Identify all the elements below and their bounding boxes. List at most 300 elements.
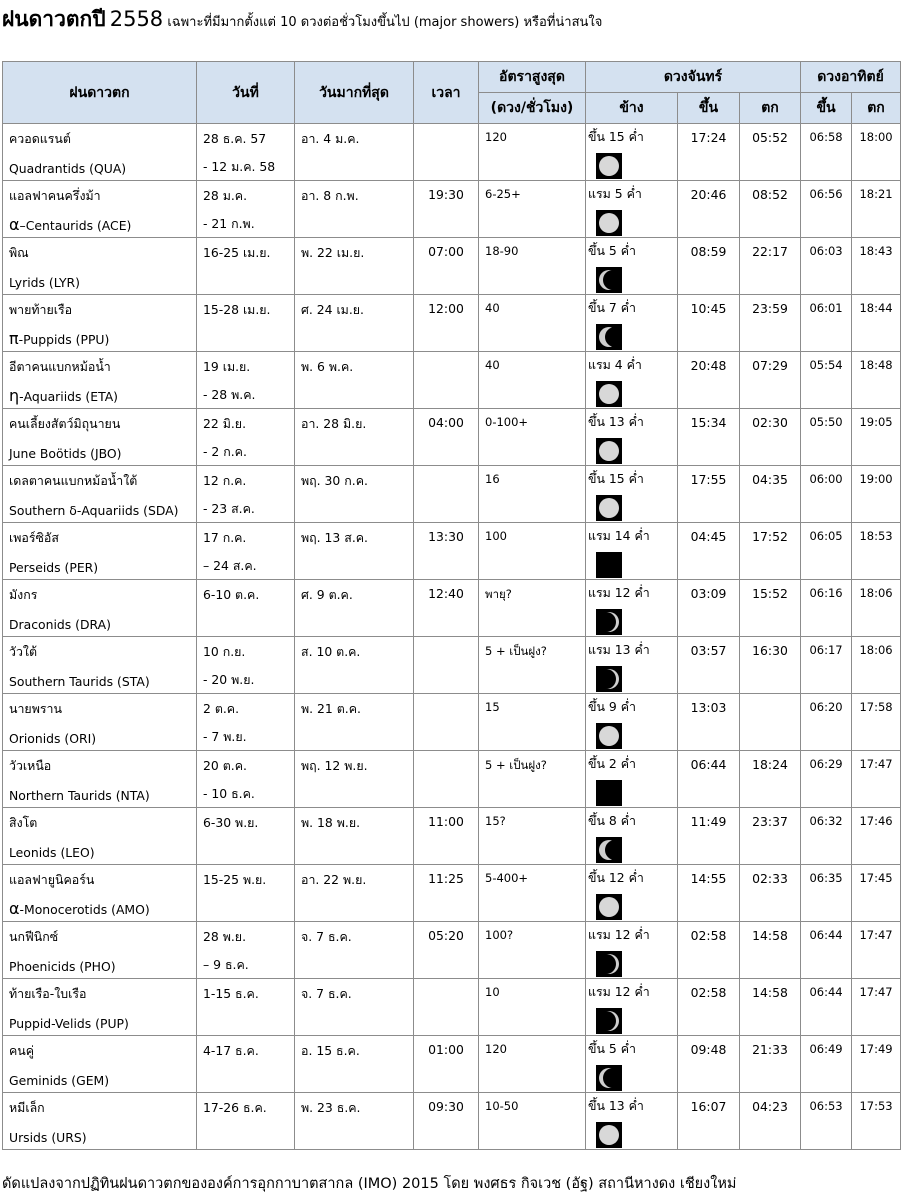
zhr-rate: 40: [485, 301, 500, 315]
sun-set: 17:53: [859, 1099, 893, 1113]
moon-phase-text: ขึ้น 15 ค่ำ: [588, 129, 644, 144]
shower-english-name: [9, 329, 109, 348]
moon-rise-cell: [678, 751, 740, 808]
moon-rise-cell: [678, 181, 740, 238]
moon-disc: [599, 327, 619, 347]
moon-phase-cell: [586, 238, 678, 295]
zhr-rate: พายุ?: [485, 587, 512, 601]
shower-thai-name: ควอดแรนต์: [9, 131, 71, 146]
moon-set: 16:30: [752, 643, 788, 658]
sun-rise: 06:05: [809, 529, 843, 543]
sun-rise-cell: [801, 409, 852, 466]
moon-set: 22:17: [752, 244, 788, 259]
moon-phase-text: ขึ้น 12 ค่ำ: [588, 870, 644, 885]
shower-english-name: [9, 956, 116, 975]
rate-cell: [479, 238, 586, 295]
dates-cell: [197, 865, 295, 922]
moon-phase-icon: [596, 723, 622, 749]
footer-credit: ดัดแปลงจากปฏิทินฝนดาวตกขององค์การอุกกาบาตสากล (IMO) 2015 โดย พงศธร กิจเวช (อัฐ) สถานีหางดง เชียงใหม่: [2, 1176, 737, 1192]
moon-disc: [599, 270, 619, 290]
moon-phase-cell: [586, 580, 678, 637]
shower-english-name: [9, 1070, 109, 1089]
dates-cell: [197, 238, 295, 295]
peak-date: อา. 8 ก.พ.: [301, 188, 359, 203]
sun-set-cell: [852, 352, 901, 409]
rate-cell: [479, 1093, 586, 1150]
moon-rise-cell: [678, 922, 740, 979]
sun-rise-cell: [801, 694, 852, 751]
moon-set-cell: [740, 694, 801, 751]
shower-thai-name: นายพราน: [9, 701, 62, 716]
peak-time: 11:00: [428, 814, 464, 829]
moon-phase-cell: [586, 922, 678, 979]
table-row: [3, 580, 901, 637]
moon-rise: 10:45: [690, 301, 727, 316]
sun-rise-cell: [801, 238, 852, 295]
table-row: [3, 808, 901, 865]
sun-rise-cell: [801, 808, 852, 865]
moon-phase-cell: [586, 694, 678, 751]
time-cell: [414, 124, 479, 181]
sun-set: 17:58: [859, 700, 893, 714]
sun-set-cell: [852, 295, 901, 352]
moon-disc: [599, 213, 619, 233]
peak-cell: [295, 238, 414, 295]
moon-rise-cell: [678, 1036, 740, 1093]
sun-set-cell: [852, 865, 901, 922]
table-row: [3, 238, 901, 295]
sun-set: 17:47: [859, 757, 893, 771]
zhr-rate: 5 + เป็นฝูง?: [485, 758, 547, 772]
moon-set: 02:33: [752, 871, 788, 886]
moon-rise: 20:48: [690, 358, 727, 373]
time-cell: [414, 466, 479, 523]
header-sun: ดวงอาทิตย์: [801, 62, 901, 93]
date-start: 15-25 พ.ย.: [203, 872, 267, 887]
moon-disc: [599, 726, 619, 746]
moon-rise-cell: [678, 637, 740, 694]
peak-cell: [295, 409, 414, 466]
peak-date: พ. 6 พ.ค.: [301, 359, 354, 374]
time-cell: [414, 865, 479, 922]
table-row: [3, 124, 901, 181]
moon-rise: 06:44: [690, 757, 727, 772]
date-start: 6-30 พ.ย.: [203, 815, 259, 830]
sun-set-cell: [852, 181, 901, 238]
english-name-text: Geminids (GEM): [9, 1073, 110, 1088]
shower-name-cell: [3, 124, 197, 181]
sun-set-cell: [852, 922, 901, 979]
time-cell: [414, 580, 479, 637]
header-moon-rise: ขึ้น: [678, 93, 740, 124]
shower-english-name: [9, 842, 95, 861]
rate-cell: [479, 922, 586, 979]
moon-set-cell: [740, 751, 801, 808]
header-moon-set: ตก: [740, 93, 801, 124]
shower-english-name: [9, 272, 80, 291]
moon-disc: [599, 156, 619, 176]
english-name-text: Orionids (ORI): [9, 731, 97, 746]
table-row: [3, 295, 901, 352]
moon-phase-cell: [586, 1036, 678, 1093]
shower-english-name: [9, 728, 96, 747]
zhr-rate: 120: [485, 130, 507, 144]
moon-disc: [599, 384, 619, 404]
shower-thai-name: มังกร: [9, 587, 38, 602]
sun-set-cell: [852, 124, 901, 181]
moon-rise: 08:59: [690, 244, 727, 259]
peak-cell: [295, 124, 414, 181]
dates-cell: [197, 1093, 295, 1150]
sun-set-cell: [852, 580, 901, 637]
moon-rise-cell: [678, 979, 740, 1036]
date-start: 10 ก.ย.: [203, 644, 246, 659]
moon-disc: [599, 840, 619, 860]
moon-phase-text: ขึ้น 13 ค่ำ: [588, 414, 644, 429]
english-name-text: Leonids (LEO): [9, 845, 95, 860]
header-rate-unit: (ดวง/ชั่วโมง): [479, 93, 586, 124]
moon-phase-icon: [596, 210, 622, 236]
english-name-text: Northern Taurids (NTA): [9, 788, 150, 803]
sun-set: 17:47: [859, 928, 893, 942]
peak-date: ส. 10 ต.ค.: [301, 644, 361, 659]
shower-english-name: [9, 557, 98, 576]
title-year: 2558: [109, 7, 164, 31]
peak-date: อา. 4 ม.ค.: [301, 131, 360, 146]
sun-rise: 06:56: [809, 187, 843, 201]
shower-thai-name: คนเลี้ยงสัตว์มิถุนายน: [9, 416, 121, 431]
shower-thai-name: วัวใต้: [9, 644, 38, 659]
english-name-text: Phoenicids (PHO): [9, 959, 116, 974]
moon-disc: [599, 441, 619, 461]
peak-time: [414, 694, 478, 700]
moon-phase-text: แรม 5 ค่ำ: [588, 186, 642, 201]
shower-english-name: [9, 158, 126, 177]
sun-rise: 06:29: [809, 757, 843, 771]
rate-cell: [479, 637, 586, 694]
sun-set-cell: [852, 1093, 901, 1150]
moon-set: 15:52: [752, 586, 788, 601]
table-row: [3, 466, 901, 523]
moon-rise: 17:55: [690, 472, 727, 487]
moon-phase-icon: [596, 780, 622, 806]
peak-date: อา. 28 มิ.ย.: [301, 416, 367, 431]
moon-phase-text: แรม 14 ค่ำ: [588, 528, 650, 543]
title-subtitle: เฉพาะที่มีมากตั้งแต่ 10 ดวงต่อชั่วโมงขึ้นไป (major showers) หรือที่น่าสนใจ: [167, 15, 603, 30]
shower-thai-name: หมีเล็ก: [9, 1100, 45, 1115]
sun-set: 18:00: [859, 130, 893, 144]
peak-time: [414, 979, 478, 985]
dates-cell: [197, 352, 295, 409]
time-cell: [414, 979, 479, 1036]
sun-set-cell: [852, 637, 901, 694]
english-name-text: -Puppids (PPU): [18, 332, 110, 347]
shower-thai-name: เพอร์ซิอัส: [9, 530, 59, 545]
moon-phase-cell: [586, 409, 678, 466]
moon-phase-icon: [596, 381, 622, 407]
zhr-rate: 10-50: [485, 1099, 519, 1113]
shower-name-cell: [3, 751, 197, 808]
dates-cell: [197, 637, 295, 694]
moon-set-cell: [740, 181, 801, 238]
moon-set: [740, 694, 800, 700]
moon-phase-icon: [596, 609, 622, 635]
sun-set: 18:21: [859, 187, 893, 201]
date-end: – 9 ธ.ค.: [203, 957, 249, 972]
peak-cell: [295, 181, 414, 238]
sun-rise: 06:20: [809, 700, 843, 714]
peak-date: ศ. 24 เม.ย.: [301, 302, 364, 317]
shower-name-cell: [3, 466, 197, 523]
rate-cell: [479, 580, 586, 637]
date-start: 6-10 ต.ค.: [203, 587, 260, 602]
moon-rise-cell: [678, 466, 740, 523]
sun-set-cell: [852, 808, 901, 865]
sun-set-cell: [852, 523, 901, 580]
moon-set-cell: [740, 1093, 801, 1150]
moon-phase-icon: [596, 1065, 622, 1091]
moon-set: 21:33: [752, 1042, 788, 1057]
peak-time: [414, 751, 478, 757]
time-cell: [414, 751, 479, 808]
sun-set: 18:53: [859, 529, 893, 543]
moon-phase-icon: [596, 153, 622, 179]
peak-time: 19:30: [428, 187, 464, 202]
rate-cell: [479, 295, 586, 352]
moon-phase-cell: [586, 466, 678, 523]
moon-disc: [599, 555, 619, 575]
shower-thai-name: วัวเหนือ: [9, 758, 52, 773]
moon-rise-cell: [678, 1093, 740, 1150]
shower-name-cell: [3, 352, 197, 409]
peak-cell: [295, 808, 414, 865]
moon-set-cell: [740, 1036, 801, 1093]
moon-disc: [599, 897, 619, 917]
meteor-shower-table: [2, 61, 901, 1150]
zhr-rate: 6-25+: [485, 187, 521, 201]
moon-rise-cell: [678, 865, 740, 922]
moon-rise: 02:58: [690, 985, 727, 1000]
sun-rise: 05:54: [809, 358, 843, 372]
time-cell: [414, 1093, 479, 1150]
dates-cell: [197, 979, 295, 1036]
zhr-rate: 15?: [485, 814, 506, 828]
rate-cell: [479, 751, 586, 808]
date-start: 16-25 เม.ย.: [203, 245, 271, 260]
dates-cell: [197, 466, 295, 523]
moon-phase-cell: [586, 808, 678, 865]
moon-set: 05:52: [752, 130, 788, 145]
rate-cell: [479, 352, 586, 409]
shower-english-name: [9, 443, 122, 462]
header-peak: วันมากที่สุด: [295, 62, 414, 124]
dates-cell: [197, 694, 295, 751]
peak-cell: [295, 922, 414, 979]
moon-phase-icon: [596, 894, 622, 920]
peak-cell: [295, 865, 414, 922]
shower-english-name: [9, 386, 118, 405]
table-row: [3, 694, 901, 751]
english-name-text: Southern δ-Aquariids (SDA): [9, 503, 179, 518]
moon-set-cell: [740, 580, 801, 637]
date-start: 4-17 ธ.ค.: [203, 1043, 259, 1058]
english-name-text: Puppid-Velids (PUP): [9, 1016, 129, 1031]
moon-set: 14:58: [752, 985, 788, 1000]
moon-set-cell: [740, 979, 801, 1036]
english-name-text: –Centaurids (ACE): [19, 218, 132, 233]
date-end: - 23 ส.ค.: [203, 501, 255, 516]
moon-phase-cell: [586, 352, 678, 409]
moon-rise: 03:09: [690, 586, 727, 601]
shower-thai-name: พายท้ายเรือ: [9, 302, 73, 317]
date-end: – 24 ส.ค.: [203, 558, 257, 573]
shower-thai-name: ท้ายเรือ-ใบเรือ: [9, 986, 87, 1001]
sun-rise-cell: [801, 466, 852, 523]
moon-disc: [599, 1011, 619, 1031]
moon-phase-text: ขึ้น 7 ค่ำ: [588, 300, 636, 315]
moon-rise: 03:57: [690, 643, 727, 658]
zhr-rate: 40: [485, 358, 500, 372]
shower-name-cell: [3, 295, 197, 352]
shower-english-name: [9, 215, 131, 234]
zhr-rate: 16: [485, 472, 500, 486]
sun-rise: 06:58: [809, 130, 843, 144]
shower-name-cell: [3, 637, 197, 694]
moon-phase-text: ขึ้น 13 ค่ำ: [588, 1098, 644, 1113]
peak-time: 01:00: [428, 1042, 464, 1057]
peak-cell: [295, 751, 414, 808]
dates-cell: [197, 580, 295, 637]
table-row: [3, 751, 901, 808]
sun-rise: 06:32: [809, 814, 843, 828]
moon-phase-icon: [596, 1122, 622, 1148]
date-start: 2 ต.ค.: [203, 701, 240, 716]
peak-time: [414, 637, 478, 643]
moon-phase-text: แรม 4 ค่ำ: [588, 357, 642, 372]
shower-thai-name: เดลตาคนแบกหม้อน้ำใต้: [9, 473, 138, 488]
shower-thai-name: คนคู่: [9, 1043, 35, 1058]
sun-set-cell: [852, 238, 901, 295]
shower-name-cell: [3, 865, 197, 922]
sun-set: 17:45: [859, 871, 893, 885]
peak-date: พฤ. 30 ก.ค.: [301, 473, 368, 488]
time-cell: [414, 352, 479, 409]
date-start: 20 ต.ค.: [203, 758, 247, 773]
rate-cell: [479, 1036, 586, 1093]
sun-rise: 06:17: [809, 643, 843, 657]
shower-name-cell: [3, 580, 197, 637]
peak-cell: [295, 352, 414, 409]
moon-phase-cell: [586, 181, 678, 238]
date-start: 12 ก.ค.: [203, 473, 247, 488]
date-end: - 12 ม.ค. 58: [203, 159, 276, 174]
moon-disc: [599, 783, 619, 803]
peak-date: พฤ. 13 ส.ค.: [301, 530, 368, 545]
moon-rise: 15:34: [690, 415, 727, 430]
moon-rise-cell: [678, 580, 740, 637]
moon-rise: 13:03: [690, 700, 727, 715]
date-end: - 7 พ.ย.: [203, 729, 247, 744]
page-title: [2, 4, 902, 38]
moon-rise-cell: [678, 409, 740, 466]
moon-phase-text: ขึ้น 5 ค่ำ: [588, 243, 636, 258]
date-end: - 10 ธ.ค.: [203, 786, 255, 801]
peak-time: 12:00: [428, 301, 464, 316]
sun-set-cell: [852, 694, 901, 751]
moon-phase-text: ขึ้น 5 ค่ำ: [588, 1041, 636, 1056]
peak-cell: [295, 580, 414, 637]
table-row: [3, 637, 901, 694]
moon-phase-text: ขึ้น 15 ค่ำ: [588, 471, 644, 486]
rate-cell: [479, 181, 586, 238]
moon-set: 23:59: [752, 301, 788, 316]
moon-phase-icon: [596, 666, 622, 692]
shower-thai-name: พิณ: [9, 245, 29, 260]
moon-set-cell: [740, 409, 801, 466]
time-cell: [414, 694, 479, 751]
moon-phase-cell: [586, 865, 678, 922]
sun-rise-cell: [801, 922, 852, 979]
peak-cell: [295, 979, 414, 1036]
rate-cell: [479, 409, 586, 466]
sun-rise-cell: [801, 1036, 852, 1093]
moon-rise: 02:58: [690, 928, 727, 943]
peak-cell: [295, 1093, 414, 1150]
moon-set: 04:35: [752, 472, 788, 487]
english-name-text: Lyrids (LYR): [9, 275, 80, 290]
moon-phase-text: แรม 12 ค่ำ: [588, 585, 650, 600]
rate-cell: [479, 979, 586, 1036]
moon-phase-cell: [586, 1093, 678, 1150]
table-row: [3, 865, 901, 922]
sun-rise: 06:03: [809, 244, 843, 258]
moon-set: 17:52: [752, 529, 788, 544]
header-time: เวลา: [414, 62, 479, 124]
moon-rise-cell: [678, 694, 740, 751]
moon-phase-icon: [596, 1008, 622, 1034]
table-row: [3, 409, 901, 466]
shower-english-name: [9, 1127, 87, 1146]
sun-rise-cell: [801, 751, 852, 808]
header-rate: [479, 62, 586, 93]
peak-date: พฤ. 12 พ.ย.: [301, 758, 368, 773]
moon-set: 14:58: [752, 928, 788, 943]
zhr-rate: 15: [485, 700, 500, 714]
moon-set-cell: [740, 808, 801, 865]
moon-disc: [599, 669, 619, 689]
sun-rise: 06:00: [809, 472, 843, 486]
sun-set: 18:06: [859, 586, 893, 600]
moon-set: 08:52: [752, 187, 788, 202]
shower-name-cell: [3, 181, 197, 238]
rate-cell: [479, 808, 586, 865]
moon-set-cell: [740, 466, 801, 523]
greek-letter: π: [9, 329, 19, 348]
table-row: [3, 181, 901, 238]
peak-time: 13:30: [428, 529, 464, 544]
peak-cell: [295, 466, 414, 523]
peak-time: 04:00: [428, 415, 464, 430]
rate-cell: [479, 124, 586, 181]
moon-rise-cell: [678, 352, 740, 409]
moon-rise: 04:45: [690, 529, 727, 544]
shower-english-name: [9, 785, 150, 804]
shower-name-cell: [3, 409, 197, 466]
time-cell: [414, 238, 479, 295]
english-name-text: Perseids (PER): [9, 560, 99, 575]
date-end: - 21 ก.พ.: [203, 216, 255, 231]
moon-set-cell: [740, 352, 801, 409]
